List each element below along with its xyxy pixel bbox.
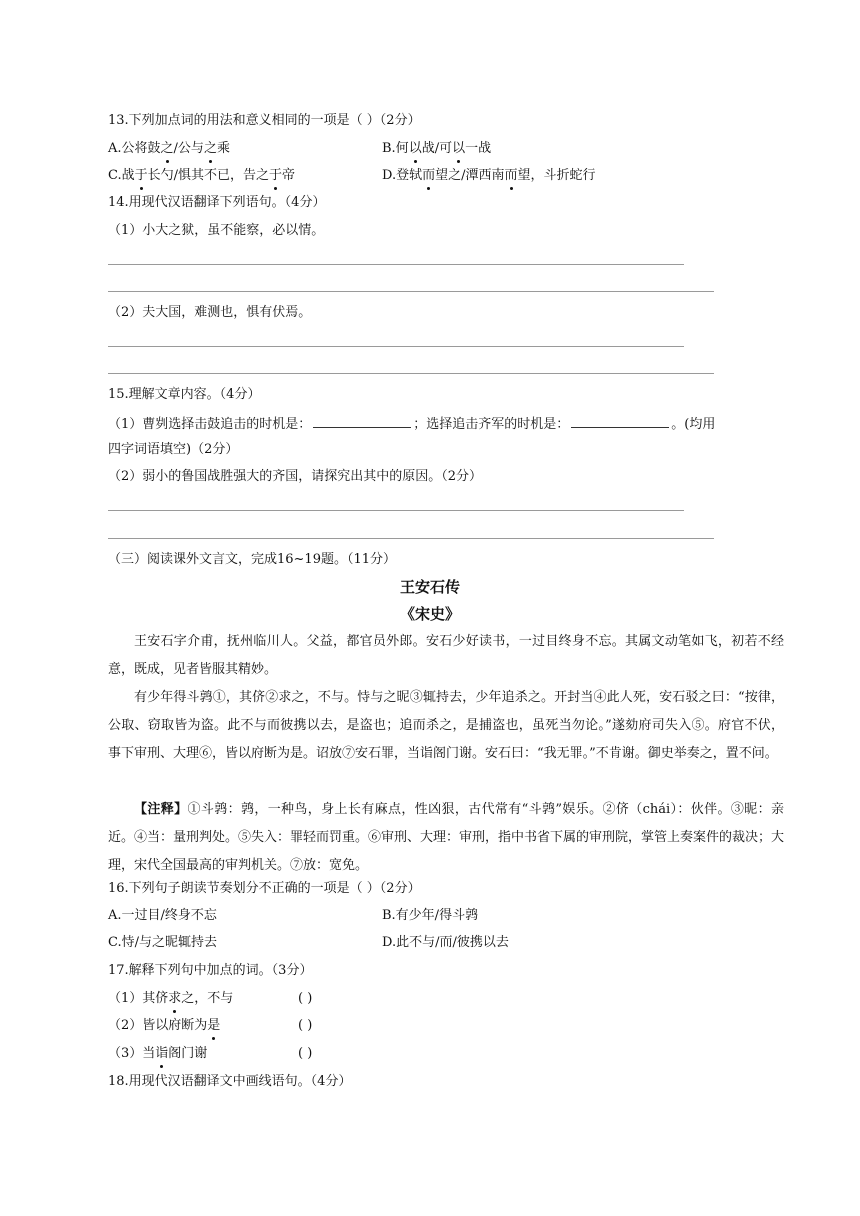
- q14-sentence-1: （1）小大之狱，虽不能察，必以情。: [108, 223, 325, 238]
- q14-sentence-2: （2）夫大国，难测也，惧有伏焉。: [108, 305, 312, 320]
- q13-option-c: C.战于长勺/惧其不已，告之于帝: [108, 168, 296, 183]
- answer-line: [108, 346, 684, 347]
- q17-answer-2[interactable]: ( ): [298, 1018, 313, 1033]
- passage-paragraph-1: 王安石字介甫，抚州临川人。父益，都官员外郎。安石少好读书，一过目终身不忘。其属文动笔如飞，初若不经意，既成，见者皆服其精妙。: [108, 634, 784, 677]
- fill-blank[interactable]: [571, 414, 669, 428]
- answer-line: [108, 291, 714, 292]
- answer-line: [108, 373, 714, 374]
- q14-stem: 14.用现代汉语翻译下列语句。（4分）: [108, 195, 326, 210]
- q18-stem: 18.用现代汉语翻译文中画线语句。（4分）: [108, 1074, 352, 1089]
- q16-option-a: A.一过目/终身不忘: [108, 908, 217, 923]
- q17-item-1: （1）其侪求之，不与: [108, 991, 234, 1006]
- section-3-heading: （三）阅读课外文言文，完成16~19题。（11分）: [108, 552, 397, 567]
- q15-item-2: （2）弱小的鲁国战胜强大的齐国，请探究出其中的原因。（2分）: [108, 469, 483, 484]
- passage-paragraph-2: 有少年得斗鹑①，其侪②求之，不与。恃与之昵③辄持去，少年追杀之。开封当④此人死，安石驳之曰：“按律，公取、窃取皆为盗。此不与而彼携以去，是盗也；追而杀之，是捕盗也，虽死当勿论。”遂劾府司失入⑤。府官不伏，事下审刑、大理⑥，皆以府断为是。诏放⑦安石罪，当诣阁门谢。安石曰：“我无罪。”不肯谢。御史举奏之，置不问。: [108, 690, 784, 761]
- notes-label: 【注释】: [134, 802, 188, 817]
- q17-stem: 17.解释下列句中加点的词。（3分）: [108, 963, 313, 978]
- q17-answer-1[interactable]: ( ): [298, 991, 313, 1006]
- q13-option-a: A.公将鼓之/公与之乘: [108, 141, 230, 156]
- passage-source: 《宋史》: [399, 605, 460, 623]
- q17-item-3: （3）当诣阁门谢: [108, 1046, 208, 1061]
- answer-line: [108, 538, 714, 539]
- q15-item-1: （1）曹刿选择击鼓追击的时机是： ；选择追击齐军的时机是： 。(均用: [108, 414, 715, 434]
- q17-item-2: （2）皆以府断为是: [108, 1018, 221, 1033]
- q16-option-b: B.有少年/得斗鹑: [382, 908, 479, 923]
- answer-line: [108, 510, 684, 511]
- q13-stem: 13.下列加点词的用法和意义相同的一项是（ ）（2分）: [108, 113, 421, 128]
- q16-option-c: C.恃/与之昵辄持去: [108, 935, 217, 950]
- answer-line: [108, 264, 684, 265]
- q13-option-b: B.何以战/可以一战: [382, 141, 492, 156]
- q15-stem: 15.理解文章内容。（4分）: [108, 387, 261, 402]
- passage-title: 王安石传: [399, 578, 460, 596]
- q17-answer-3[interactable]: ( ): [298, 1046, 313, 1061]
- q16-option-d: D.此不与/而/彼携以去: [382, 935, 509, 950]
- passage-notes: 【注释】①斗鹑：鹑，一种鸟，身上长有麻点，性凶狠，古代常有“斗鹑”娱乐。②侪（chái）：伙伴。③昵：亲近。④当：量刑判处。⑤失入：罪轻而罚重。⑥审刑、大理：审刑，指中书省下属的审刑院，掌管上奏案件的裁决；大理，宋代全国最高的审判机关。⑦放：宽免。: [108, 802, 785, 873]
- fill-blank[interactable]: [313, 414, 411, 428]
- q15-item-1-cont: 四字词语填空)（2分）: [108, 442, 239, 457]
- q13-option-d: D.登轼而望之/潭西南而望，斗折蛇行: [382, 168, 596, 183]
- q16-stem: 16.下列句子朗读节奏划分不正确的一项是（ ）（2分）: [108, 881, 421, 896]
